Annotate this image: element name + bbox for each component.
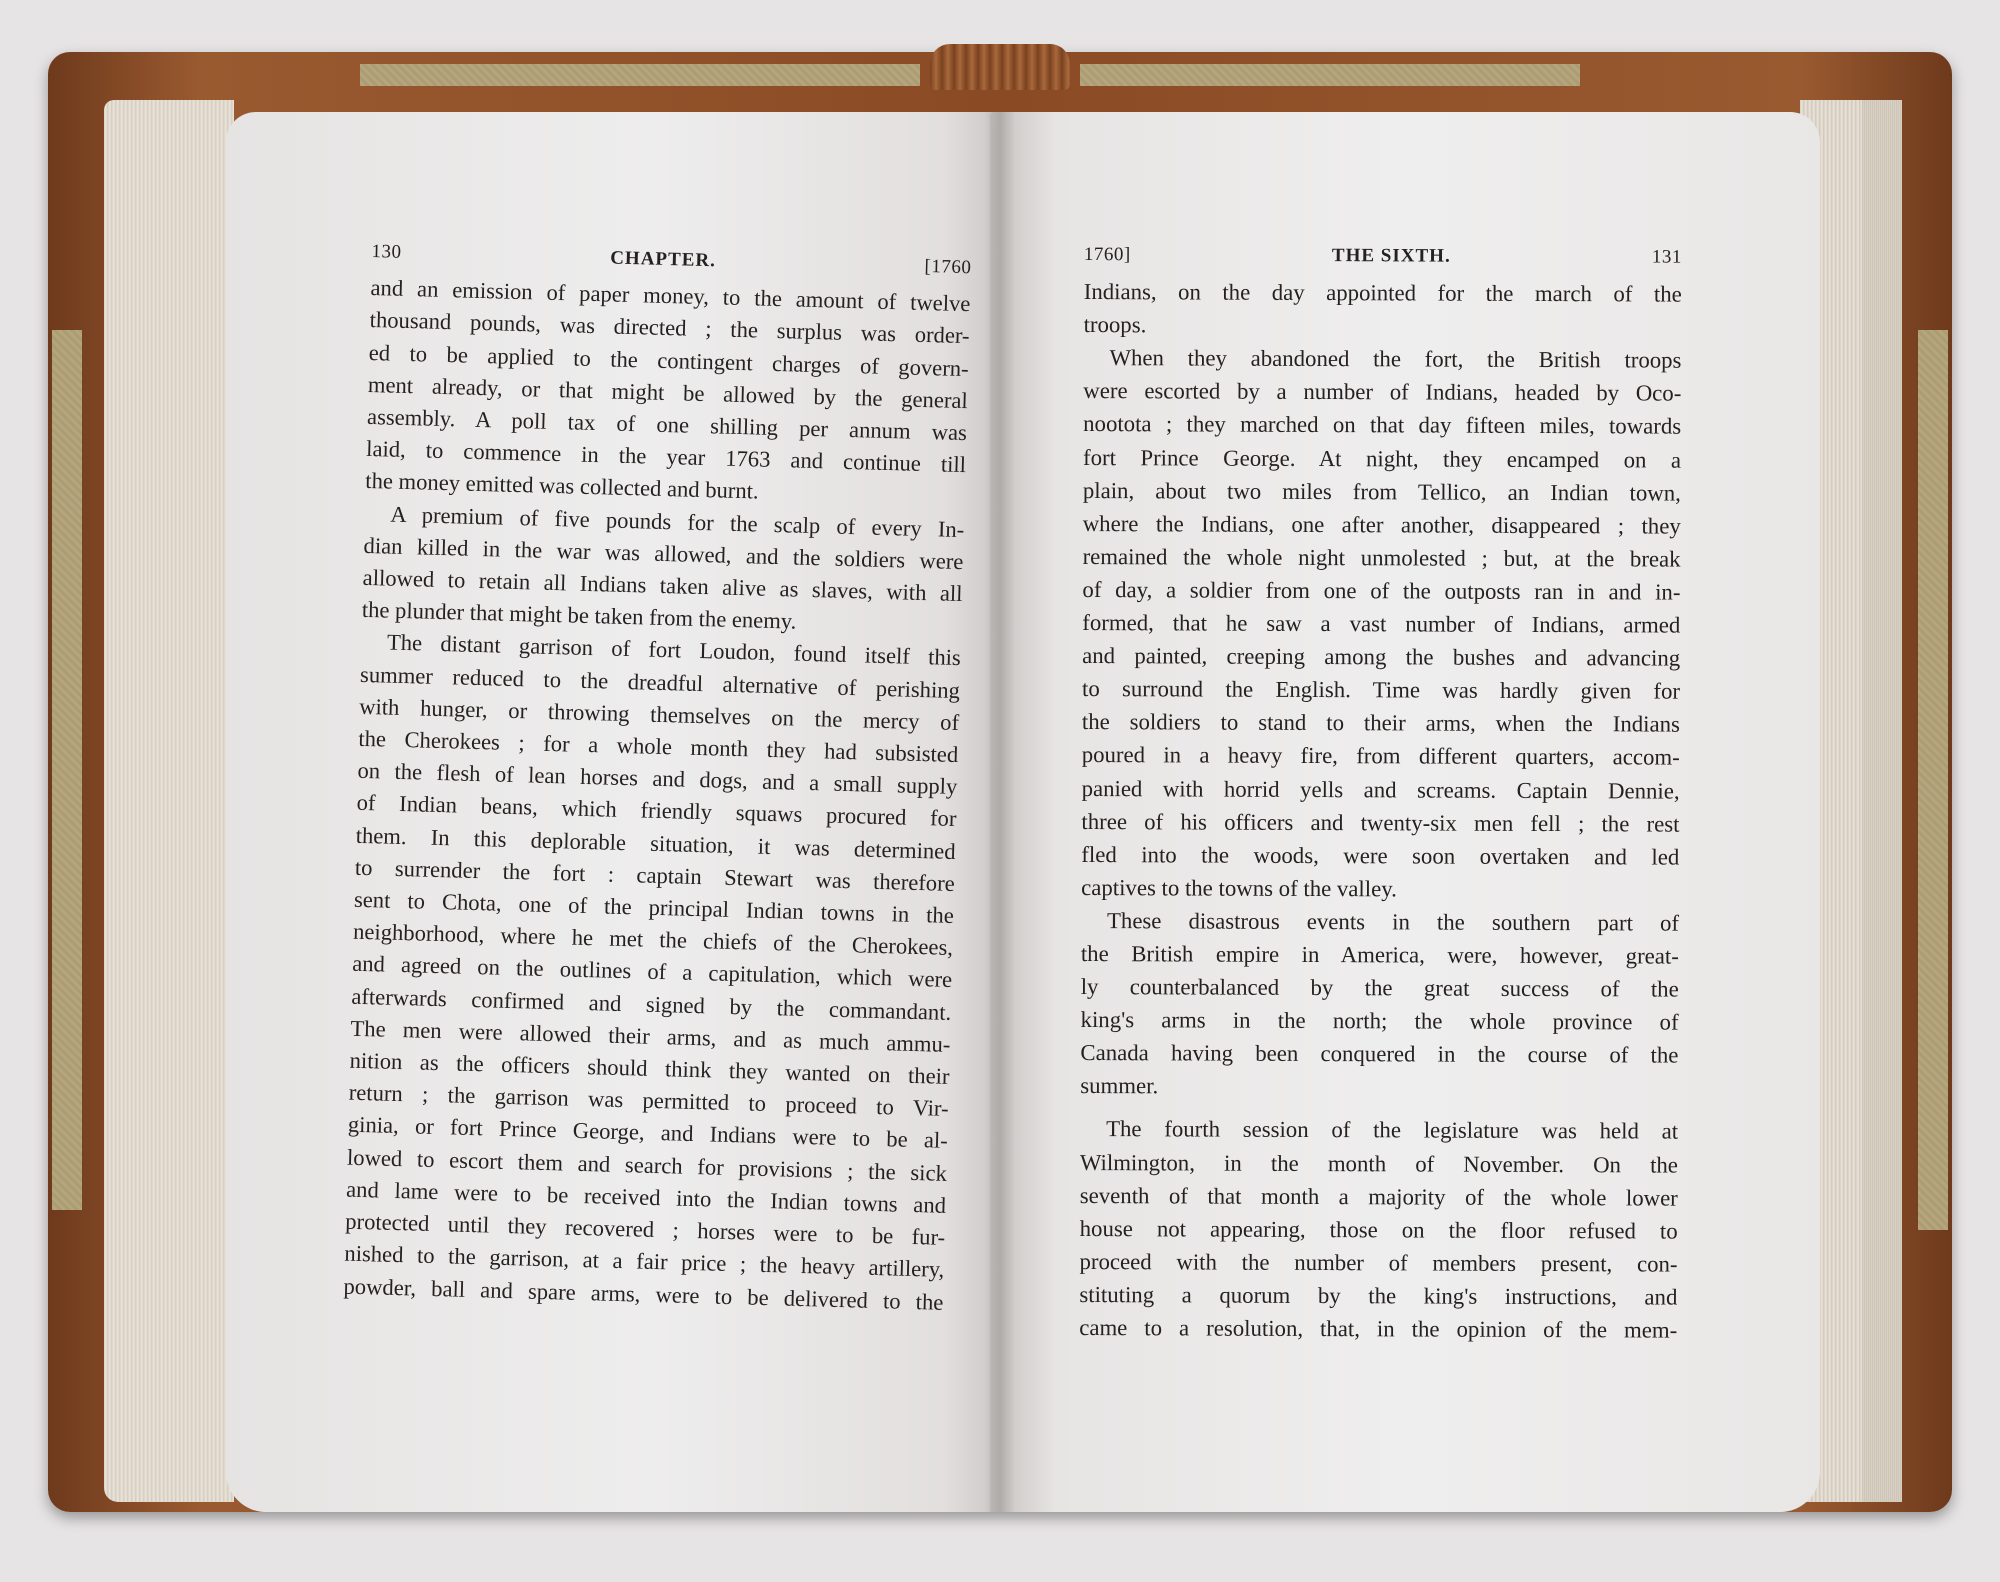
text-line: laid, to commence in the year 1763 and continue till — [365, 436, 967, 478]
cloth-binding-right — [1918, 330, 1948, 1230]
cloth-binding-left — [52, 330, 82, 1210]
text-line: return ; the garrison was permitted to proceed to Vir- — [348, 1079, 949, 1122]
text-line: The fourth session of the legislature was held at — [1106, 1116, 1679, 1145]
page-edges-left — [104, 100, 234, 1502]
text-line: to surround the English. Time was hardly given for — [1081, 676, 1681, 704]
text-line: them. In this deplorable situation, it was determined — [355, 822, 956, 864]
text-line: king's arms in the north; the whole province of — [1080, 1007, 1679, 1035]
text-line: The men were allowed their arms, and as much ammu- — [350, 1015, 951, 1057]
text-line: nition as the officers should think they wanted on their — [349, 1047, 950, 1090]
text-line: formed, that he saw a vast number of Indians, armed — [1082, 610, 1681, 638]
text-line: stituting a quorum by the king's instructions, and — [1079, 1281, 1678, 1310]
text-line: thousand pounds, was directed ; the surplus was order- — [369, 307, 970, 349]
text-line: of day, a soldier from one of the outposts ran in and in- — [1082, 576, 1681, 605]
text-line: the soldiers to stand to their arms, when the Indians — [1081, 709, 1680, 737]
text-line: and agreed on the outlines of a capitulation, which were — [351, 951, 953, 993]
text-line: nished to the garrison, at a fair price ; the heavy artillery, — [344, 1240, 945, 1283]
text-line: Canada having been conquered in the course of the — [1080, 1040, 1679, 1068]
book-gutter — [985, 112, 1015, 1512]
text-line: three of his officers and twenty-six men fell ; the rest — [1081, 808, 1680, 837]
text-line: allowed to retain all Indians taken alive as slaves, with all — [362, 564, 963, 607]
text-line: and lame were to be received into the Indian towns and — [345, 1176, 947, 1218]
text-line: When they abandoned the fort, the British troops — [1109, 345, 1682, 373]
text-line: assembly. A poll tax of one shilling per annum was — [366, 403, 968, 446]
left-page-text — [343, 236, 972, 1319]
text-line: where the Indians, one after another, disappeared ; they — [1082, 510, 1681, 539]
text-line: the British empire in America, were, however, great- — [1080, 940, 1679, 969]
text-line: to surrender the fort : captain Stewart was therefore — [354, 854, 956, 896]
text-line: These disastrous events in the southern part of — [1106, 907, 1680, 936]
text-line: lowed to escort them and search for provisions ; the sick — [346, 1144, 948, 1186]
text-line: house not appearing, those on the floor refused to — [1079, 1215, 1678, 1244]
text-line: The distant garrison of fort Loudon, found itself this — [386, 629, 962, 671]
text-line: fled into the woods, were soon overtaken and led — [1081, 841, 1680, 870]
right-running-year: 1760] — [1083, 243, 1131, 266]
text-line: powder, ball and spare arms, were to be delivered to the — [343, 1273, 944, 1315]
text-line: A premium of five pounds for the scalp of every In- — [390, 501, 965, 542]
text-line: on the flesh of lean horses and dogs, and a small supply — [357, 758, 958, 800]
cloth-binding-top-left — [360, 64, 920, 86]
text-line: poured in a heavy fire, from different quarters, accom- — [1081, 742, 1680, 771]
text-line: the Cherokees ; for a whole month they had subsisted — [358, 725, 959, 768]
cloth-binding-top-right — [1080, 64, 1580, 86]
text-line: ed to be applied to the contingent charges of govern- — [368, 339, 969, 381]
text-line: the plunder that might be taken from the enemy. — [361, 597, 797, 634]
text-line: captives to the towns of the valley. — [1081, 874, 1397, 902]
text-line: came to a resolution, that, in the opinion of the mem- — [1079, 1314, 1678, 1343]
text-line: with hunger, or throwing themselves on the mercy of — [358, 693, 960, 735]
text-line: fort Prince George. At night, they encamped on a — [1082, 444, 1682, 473]
text-line: were escorted by a number of Indians, headed by Oco- — [1083, 378, 1682, 406]
right-page-header — [1084, 238, 1682, 274]
text-line: ly counterbalanced by the great success of the — [1080, 974, 1679, 1002]
text-line: the money emitted was collected and burnt. — [365, 468, 759, 504]
left-running-year: [1760 — [924, 255, 972, 279]
left-running-title: CHAPTER. — [609, 247, 717, 272]
text-line: ginia, or fort Prince George, and Indians were to be al- — [347, 1112, 949, 1154]
text-line: and an emission of paper money, to the amount of twelve — [370, 275, 971, 317]
text-line: of Indian beans, which friendly squaws procured for — [356, 790, 957, 832]
text-line: proceed with the number of members present, con- — [1079, 1248, 1678, 1277]
text-line: Indians, on the day appointed for the march of the — [1083, 279, 1682, 307]
text-line: protected until they recovered ; horses were to be fur- — [345, 1208, 946, 1250]
text-line: seventh of that month a majority of the whole lower — [1079, 1182, 1678, 1211]
text-line: afterwards confirmed and signed by the commandant. — [351, 983, 952, 1025]
text-line: panied with horrid yells and screams. Captain Dennie, — [1081, 775, 1680, 804]
right-page-text — [1079, 238, 1682, 1347]
text-line: and painted, creeping among the bushes and advancing — [1082, 643, 1681, 671]
text-line: summer. — [1080, 1073, 1159, 1099]
text-line: dian killed in the war was allowed, and the soldiers were — [363, 532, 964, 574]
page-edges-right-outer — [1862, 100, 1902, 1502]
text-line: sent to Chota, one of the principal Indian towns in the — [353, 886, 955, 929]
right-page-number: 131 — [1651, 246, 1682, 268]
text-line: ment already, or that might be allowed by the general — [367, 371, 969, 413]
left-page-number: 130 — [371, 240, 402, 263]
text-line: plain, about two miles from Tellico, an Indian town, — [1082, 477, 1681, 506]
right-running-title: THE SIXTH. — [1331, 245, 1451, 267]
text-line: summer reduced to the dreadful alternative of perishing — [359, 661, 961, 703]
text-line: remained the whole night unmolested ; but, at the break — [1082, 543, 1681, 572]
text-line: troops. — [1083, 312, 1147, 338]
text-line: Wilmington, in the month of November. On the — [1079, 1149, 1679, 1178]
book-spine — [930, 44, 1070, 90]
text-line: nootota ; they marched on that day fifteen miles, towards — [1083, 411, 1682, 440]
text-line: neighborhood, where he met the chiefs of the Cherokees, — [352, 919, 954, 961]
